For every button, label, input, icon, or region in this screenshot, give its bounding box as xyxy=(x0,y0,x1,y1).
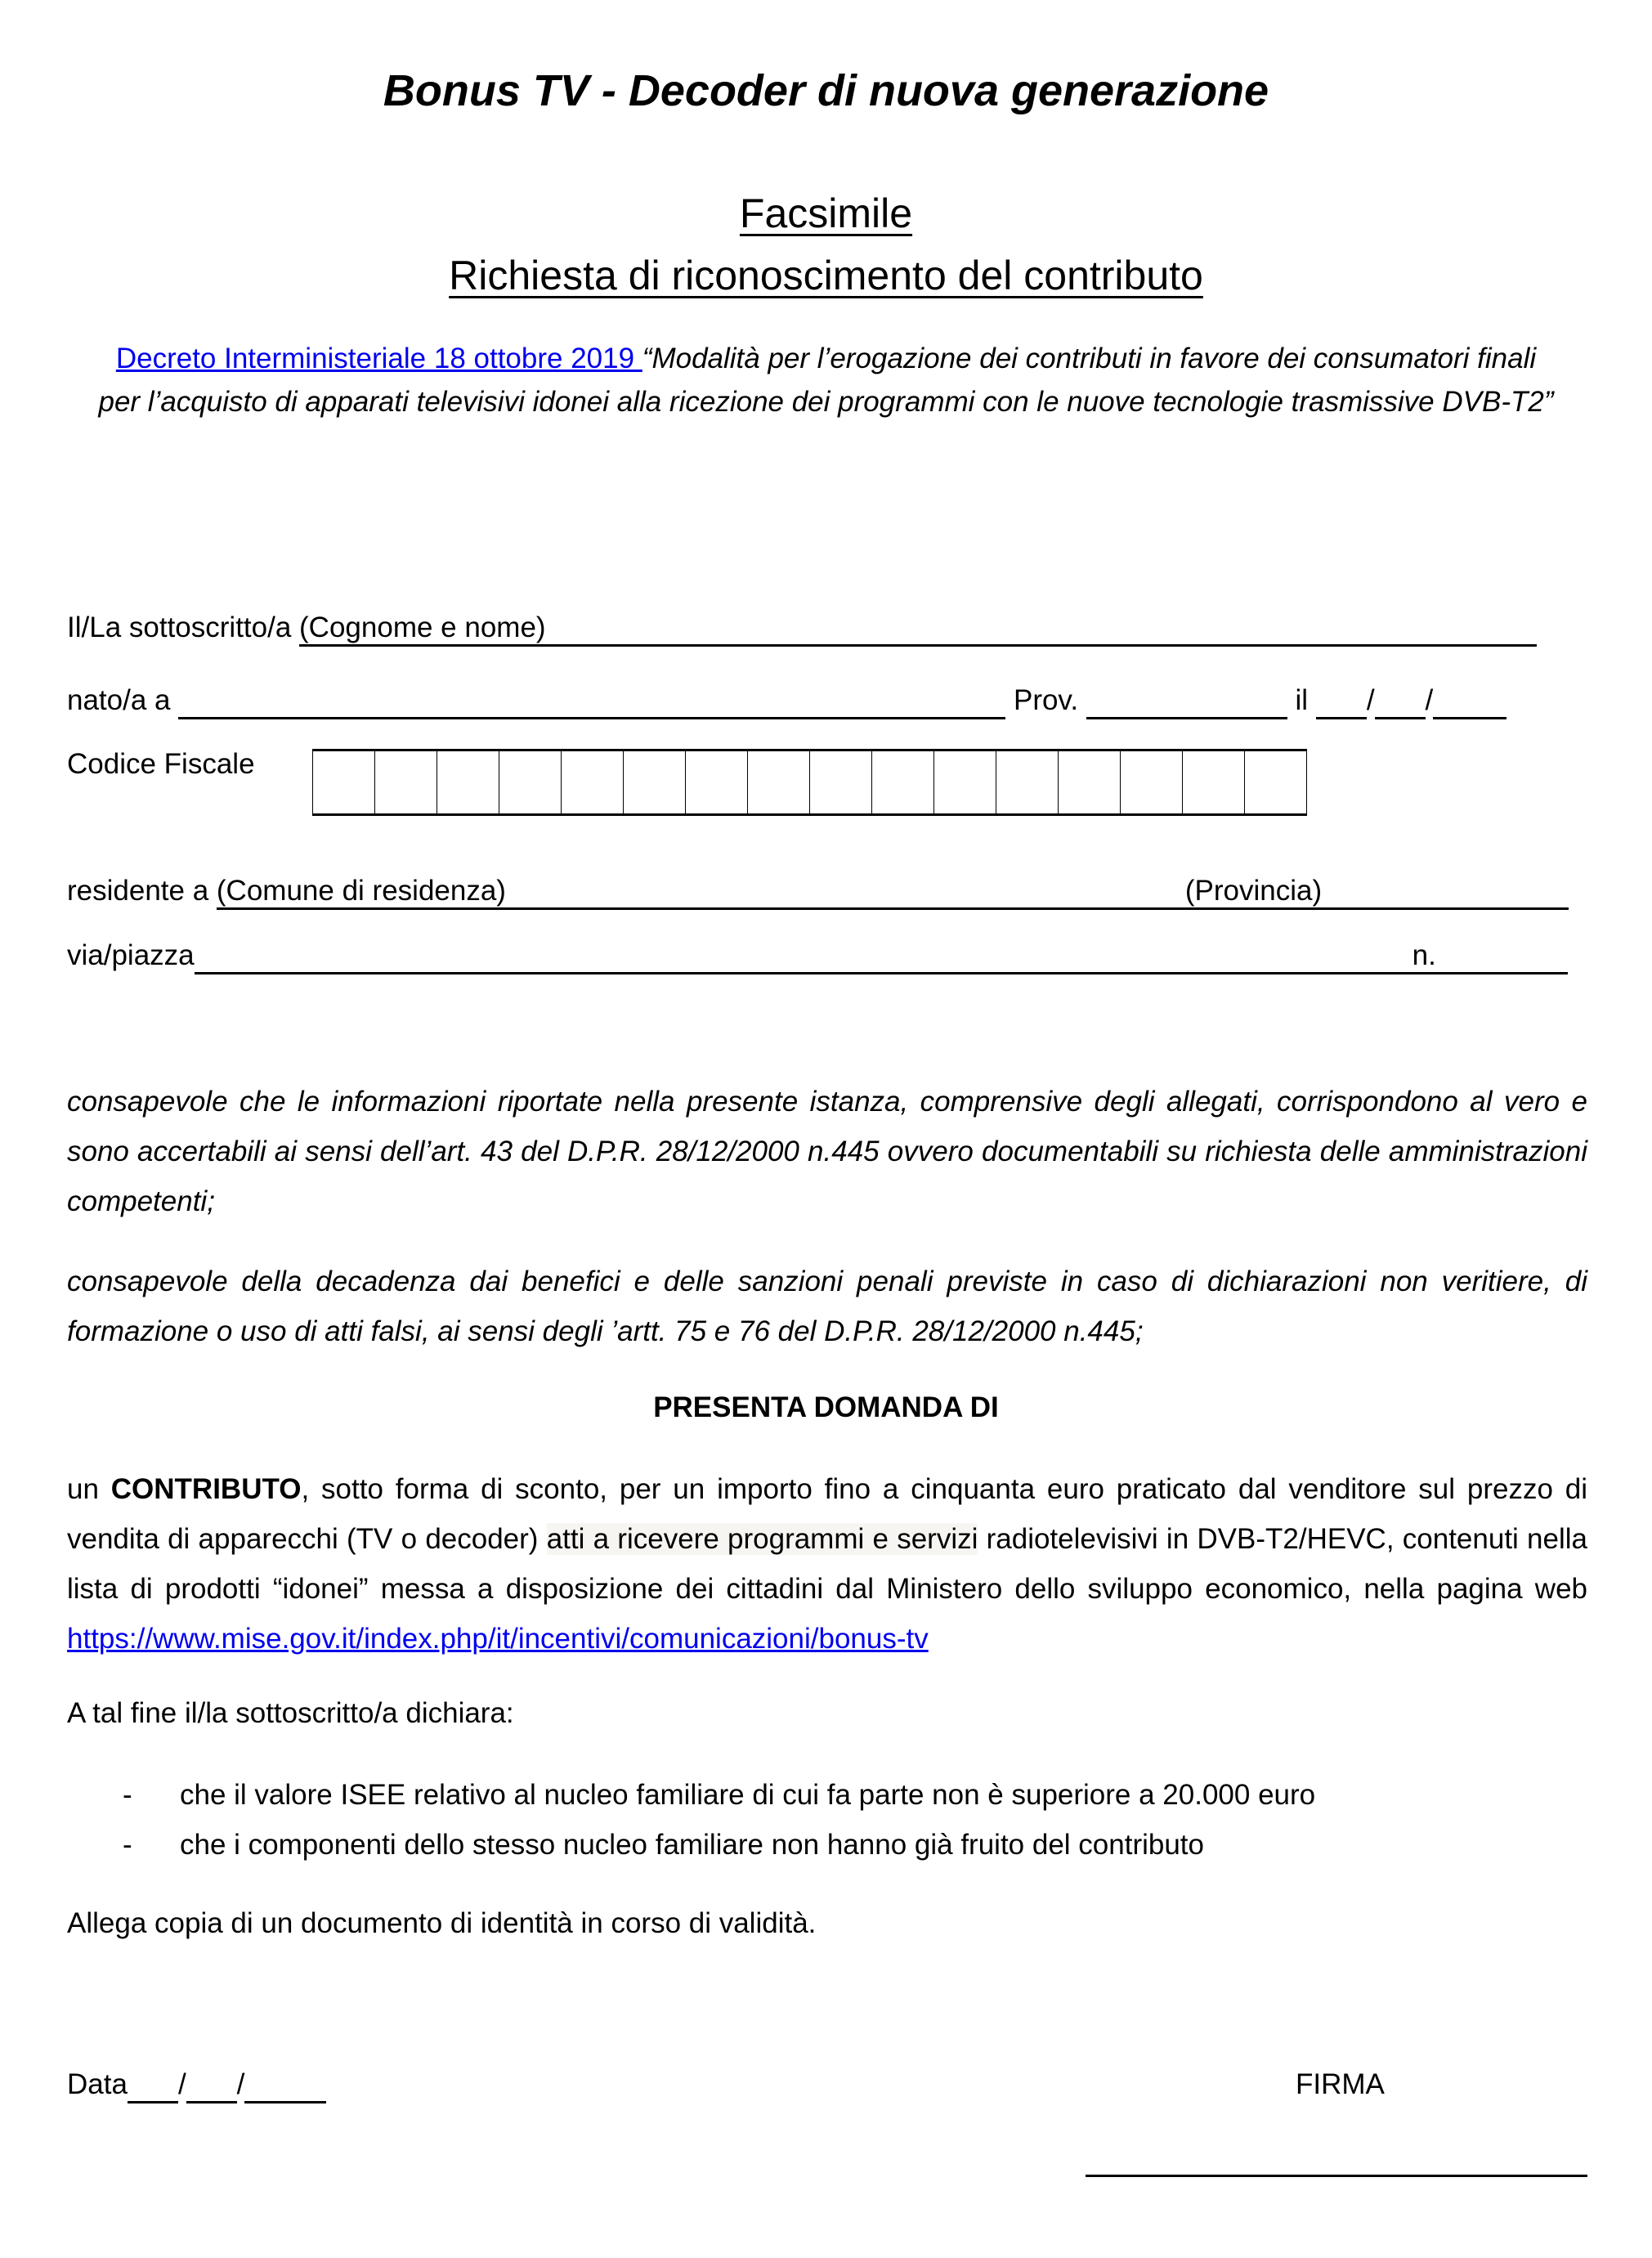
birth-day-field[interactable] xyxy=(1316,684,1367,719)
birthplace-field[interactable] xyxy=(178,684,1005,719)
date-year-field[interactable] xyxy=(244,2068,326,2103)
codice-fiscale-cell[interactable] xyxy=(375,751,437,813)
name-field-hint: (Cognome e nome) xyxy=(299,612,546,643)
date-label: Data xyxy=(67,2068,128,2100)
subtitle-richiesta-text: Richiesta di riconoscimento del contributo xyxy=(449,253,1203,298)
request-contributo: CONTRIBUTO xyxy=(110,1473,302,1505)
signature-label: FIRMA xyxy=(1296,2068,1385,2100)
decree-link[interactable]: Decreto Interministeriale 18 ottobre 2019 xyxy=(115,343,642,374)
prov-label: Prov. xyxy=(1013,684,1086,716)
codice-fiscale-cell[interactable] xyxy=(437,751,499,813)
statement-intro: A tal fine il/la sottoscritto/a dichiara: xyxy=(67,1697,514,1729)
request-text-prefix: un xyxy=(67,1473,111,1505)
subtitle-facsimile xyxy=(0,190,1652,237)
codice-fiscale-cell[interactable] xyxy=(1183,751,1245,813)
signature-field[interactable] xyxy=(1086,2175,1587,2177)
subtitle-richiesta xyxy=(0,252,1652,299)
request-text-1: , sotto forma di sconto, per un importo fino a cinquanta euro praticato dal venditore sul prezzo di vendita di apparecchi (TV o decoder) xyxy=(67,1473,1587,1555)
codice-fiscale-cell[interactable] xyxy=(499,751,562,813)
date-separator: / xyxy=(236,2068,245,2100)
date-month-field[interactable] xyxy=(186,2068,237,2103)
birth-month-field[interactable] xyxy=(1375,684,1426,719)
codice-fiscale-label: Codice Fiscale xyxy=(67,748,255,780)
date-row xyxy=(67,2068,326,2103)
codice-fiscale-cell[interactable] xyxy=(1121,751,1183,813)
residence-field[interactable] xyxy=(217,875,1569,910)
residente-label: residente a xyxy=(67,875,217,907)
mise-bonus-tv-link[interactable]: https://www.mise.gov.it/index.php/it/incentivi/comunicazioni/bonus-tv xyxy=(67,1623,929,1655)
codice-fiscale-cell[interactable] xyxy=(686,751,748,813)
declaration-truthfulness: consapevole che le informazioni riportate nella presente istanza, comprensive degli allegati, corrispondono al vero e sono accertabili ai sensi dell’art. 43 del D.P.R. 28/12/2000 n.445 ovvero documentabili su richiesta delle amministrazioni competenti; xyxy=(67,1086,1587,1217)
document-title: Bonus TV - Decoder di nuova generazione xyxy=(383,66,1269,115)
request-body xyxy=(67,1464,1587,1664)
codice-fiscale-cell[interactable] xyxy=(624,751,686,813)
decree-reference xyxy=(98,337,1554,423)
date-separator: / xyxy=(1366,684,1375,716)
house-number-label: n. xyxy=(1412,939,1436,971)
il-label: il xyxy=(1295,684,1316,716)
request-text-highlight: atti a ricevere programmi e servizi xyxy=(546,1523,978,1555)
birth-province-field[interactable] xyxy=(1086,684,1287,719)
province-hint: (Provincia) xyxy=(1184,875,1323,907)
codice-fiscale-cell[interactable] xyxy=(996,751,1059,813)
request-heading: PRESENTA DOMANDA DI xyxy=(653,1391,999,1423)
date-separator: / xyxy=(1425,684,1434,716)
sottoscritto-row xyxy=(67,612,1537,647)
statement-item-isee: che il valore ISEE relativo al nucleo familiare di cui fa parte non è superiore a 20.000 euro xyxy=(180,1779,1316,1811)
residenza-row xyxy=(67,875,1569,910)
codice-fiscale-cell[interactable] xyxy=(313,751,375,813)
request-text-2: radiotelevisivi in DVB-T2/HEVC, contenuti nella lista di prodotti “idonei” messa a disposizione dei cittadini dal Ministero dello sviluppo economico, nella pagina web xyxy=(67,1523,1587,1605)
residence-hint: (Comune di residenza) xyxy=(216,875,506,907)
attachment-note: Allega copia di un documento di identità in corso di validità. xyxy=(67,1907,817,1939)
codice-fiscale-cell[interactable] xyxy=(1245,751,1307,813)
codice-fiscale-cell[interactable] xyxy=(562,751,624,813)
nascita-row xyxy=(67,684,1506,719)
nato-label: nato/a a xyxy=(67,684,179,716)
subtitle-facsimile-text: Facsimile xyxy=(739,190,913,236)
date-separator: / xyxy=(177,2068,186,2100)
bullet-marker: - xyxy=(123,1779,132,1811)
codice-fiscale-cell[interactable] xyxy=(810,751,872,813)
name-field[interactable] xyxy=(299,612,1537,647)
birth-year-field[interactable] xyxy=(1433,684,1506,719)
street-field[interactable] xyxy=(195,939,1568,974)
bullet-marker: - xyxy=(123,1829,132,1861)
decree-quote: “Modalità per l’erogazione dei contributi in favore dei consumatori finali per l’acquisto di apparati televisivi idonei alla ricezione dei programmi con le nuove tecnologie trasmissive DVB-T2” xyxy=(98,343,1554,418)
statement-item-no-prior: che i componenti dello stesso nucleo familiare non hanno già fruito del contributo xyxy=(180,1829,1204,1861)
codice-fiscale-cell[interactable] xyxy=(748,751,810,813)
codice-fiscale-cell[interactable] xyxy=(1059,751,1121,813)
declaration-penalties: consapevole della decadenza dai benefici e delle sanzioni penali previste in caso di dichiarazioni non veritiere, di formazione o uso di atti falsi, ai sensi degli ’artt. 75 e 76 del D.P.R. 28/12/2000 n.445; xyxy=(67,1266,1587,1347)
sottoscritto-label: Il/La sottoscritto/a xyxy=(67,612,300,643)
codice-fiscale-cell[interactable] xyxy=(934,751,996,813)
via-row xyxy=(67,939,1568,974)
codice-fiscale-grid xyxy=(312,749,1307,816)
via-label: via/piazza xyxy=(67,939,195,971)
date-day-field[interactable] xyxy=(128,2068,178,2103)
codice-fiscale-cell[interactable] xyxy=(872,751,934,813)
